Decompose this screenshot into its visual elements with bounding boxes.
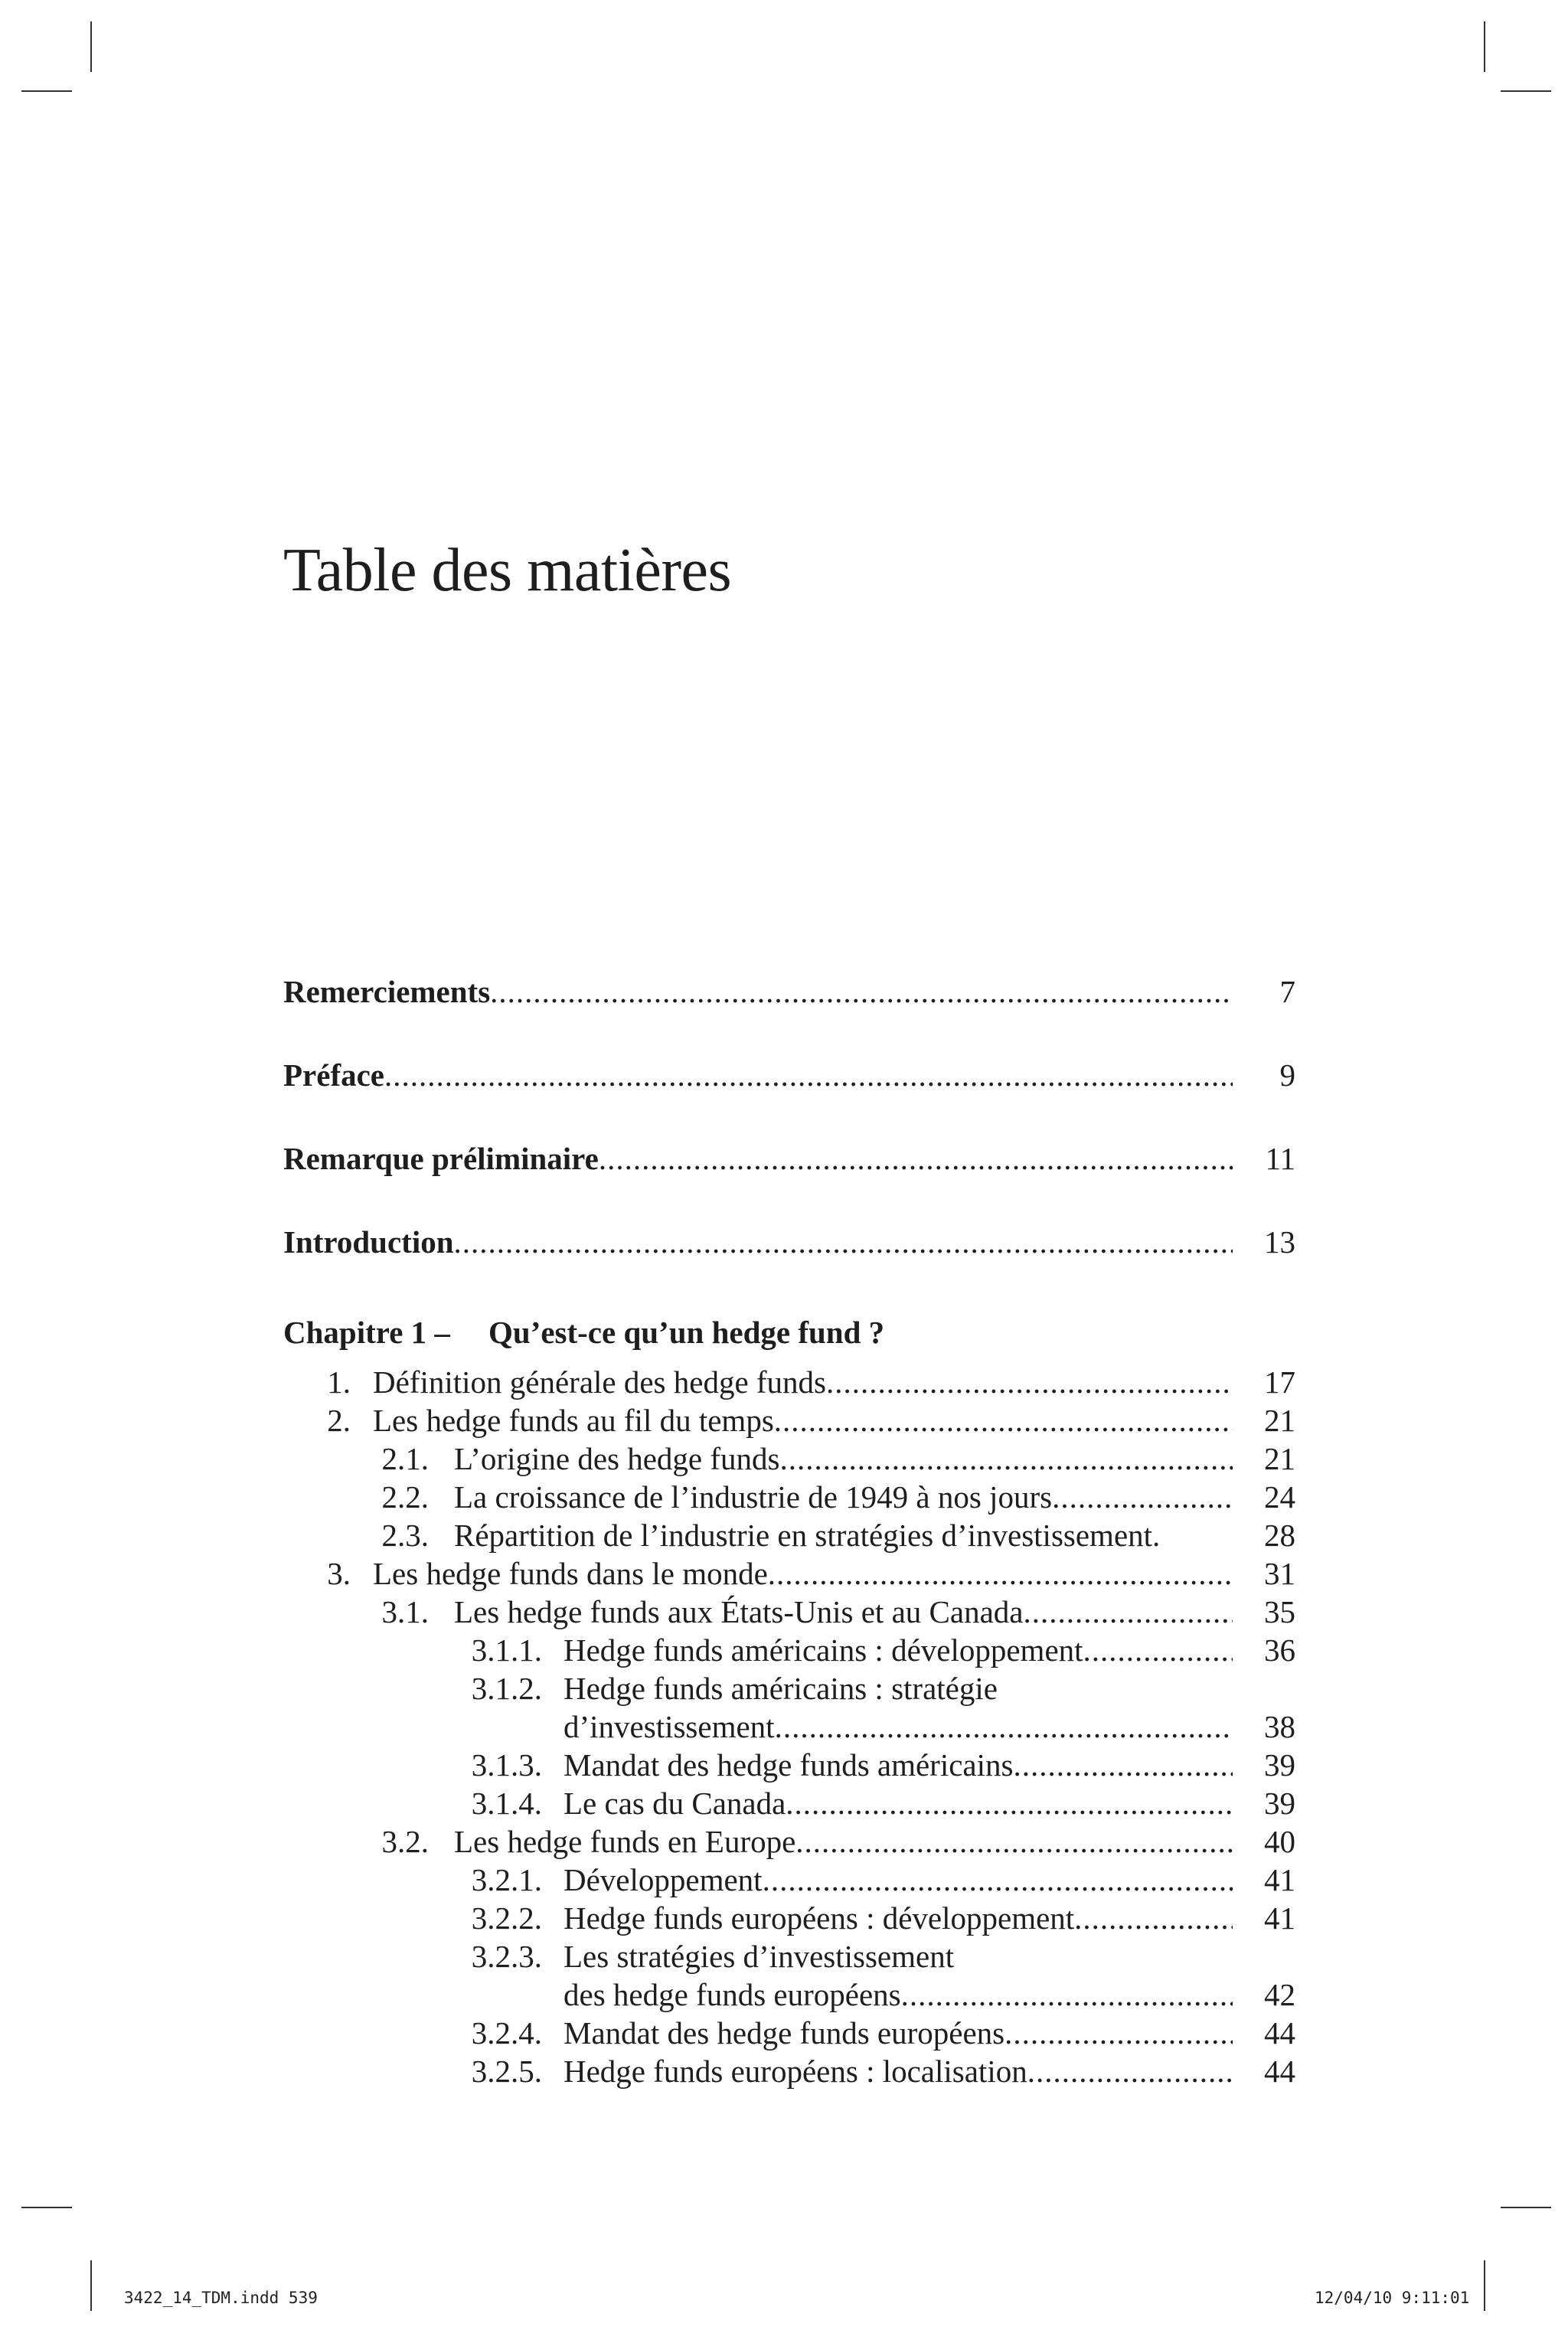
toc-entry[interactable] (283, 1516, 1295, 1554)
toc-entry[interactable] (283, 1363, 1295, 1401)
section-number: 3.1.4. (471, 1786, 542, 1821)
dot-leader (490, 972, 1233, 1011)
page-number: 36 (1264, 1632, 1295, 1668)
page-number: 38 (1264, 1709, 1295, 1744)
section-title: Les stratégies d’investissement (564, 1939, 955, 1974)
page-number: 21 (1264, 1441, 1295, 1476)
toc-entry[interactable] (283, 1746, 1295, 1784)
section-title: Les hedge funds au fil du temps (373, 1403, 774, 1438)
dot-leader (1074, 1899, 1233, 1937)
dot-leader (454, 1223, 1233, 1261)
toc-entry-label: Remarque préliminaire (283, 1141, 599, 1176)
toc-entry[interactable] (283, 1478, 1295, 1516)
dot-leader (786, 1784, 1233, 1822)
toc-entry-remarque-preliminaire[interactable] (283, 1139, 1295, 1178)
section-title: Mandat des hedge funds européens (564, 2015, 1005, 2051)
page-number: 41 (1264, 1862, 1295, 1897)
dot-leader (1027, 2052, 1233, 2090)
section-title: La croissance de l’industrie de 1949 à nos jours (454, 1479, 1053, 1515)
section-title: Répartition de l’industrie en stratégies d’investissement. (454, 1518, 1161, 1553)
page-number: 24 (1264, 1479, 1295, 1515)
section-number: 2.1. (381, 1441, 429, 1476)
dot-leader (763, 1861, 1233, 1899)
section-number: 3. (327, 1556, 351, 1591)
dot-leader (901, 1975, 1233, 2014)
toc-entry[interactable] (283, 1440, 1295, 1478)
page-number: 11 (1265, 1141, 1295, 1176)
section-title: Hedge funds américains : développement (564, 1632, 1083, 1668)
toc-entry-label: Introduction (283, 1224, 454, 1260)
toc-entry[interactable] (283, 1554, 1295, 1593)
toc-entry[interactable] (283, 1899, 1295, 1937)
dot-leader (779, 1440, 1233, 1478)
dot-leader (795, 1822, 1233, 1861)
toc-entry[interactable] (283, 1822, 1295, 1861)
dot-leader (768, 1554, 1233, 1593)
page-number: 35 (1264, 1594, 1295, 1629)
dot-leader (1052, 1478, 1233, 1516)
page-number: 44 (1264, 2054, 1295, 2089)
dot-leader (599, 1139, 1233, 1178)
section-number: 2.3. (381, 1518, 429, 1553)
crop-mark (1501, 90, 1551, 92)
section-title: Développement (564, 1862, 763, 1897)
toc-entry[interactable] (283, 1401, 1295, 1440)
section-title: Le cas du Canada (564, 1786, 786, 1821)
section-number: 3.2.4. (471, 2015, 542, 2051)
toc-entry[interactable] (283, 1937, 1295, 1975)
page-number: 41 (1264, 1900, 1295, 1936)
toc-entry-continuation[interactable] (283, 1707, 1295, 1746)
section-number: 2. (327, 1403, 351, 1438)
print-slug-timestamp: 12/04/10 9:11:01 (1315, 2289, 1470, 2307)
toc-entry[interactable] (283, 1784, 1295, 1822)
section-title: Hedge funds européens : localisation (564, 2054, 1027, 2089)
page-number: 28 (1264, 1518, 1295, 1553)
page-number: 39 (1264, 1786, 1295, 1821)
section-number: 3.2.5. (471, 2054, 542, 2089)
section-title: Les hedge funds dans le monde (373, 1556, 768, 1591)
page-number: 42 (1264, 1977, 1295, 2012)
crop-mark (21, 2207, 72, 2208)
page-number: 39 (1264, 1747, 1295, 1783)
section-number: 3.2.2. (471, 1900, 542, 1936)
dot-leader (775, 1707, 1233, 1746)
toc-entry-label: Préface (283, 1057, 384, 1093)
section-number: 2.2. (381, 1479, 429, 1515)
dot-leader (1023, 1593, 1233, 1631)
section-title: Les hedge funds aux États-Unis et au Canada (454, 1594, 1024, 1629)
dot-leader (1004, 2014, 1233, 2052)
page-title: Table des matières (283, 537, 732, 604)
chapter-number: Chapitre 1 – (283, 1315, 450, 1350)
section-number: 3.2.3. (471, 1939, 542, 1974)
section-title-continued: d’investissement (564, 1709, 775, 1744)
dot-leader (1083, 1631, 1233, 1669)
chapter-title: Qu’est-ce qu’un hedge fund ? (488, 1315, 885, 1350)
section-number: 3.1.3. (471, 1747, 542, 1783)
section-title: Hedge funds européens : développement (564, 1900, 1075, 1936)
page-number: 31 (1264, 1556, 1295, 1591)
crop-mark (21, 90, 72, 92)
toc-entry-label: Remerciements (283, 974, 491, 1009)
section-number: 3.1.1. (471, 1632, 542, 1668)
page-number: 44 (1264, 2015, 1295, 2051)
page-number: 9 (1279, 1057, 1295, 1093)
crop-mark (1484, 2260, 1485, 2311)
toc-entry[interactable] (283, 1669, 1295, 1707)
section-title: Hedge funds américains : stratégie (564, 1671, 998, 1706)
section-title: Les hedge funds en Europe (454, 1824, 796, 1859)
toc-entry[interactable] (283, 1861, 1295, 1899)
page-number: 7 (1279, 974, 1295, 1009)
page-number: 13 (1264, 1224, 1295, 1260)
crop-mark (90, 21, 92, 72)
print-slug-filename: 3422_14_TDM.indd 539 (124, 2289, 318, 2307)
crop-mark (1484, 21, 1485, 72)
section-number: 3.1. (381, 1594, 429, 1629)
crop-mark (1501, 2207, 1551, 2208)
toc-entry-remerciements[interactable] (283, 972, 1295, 1011)
section-number: 3.2.1. (471, 1862, 542, 1897)
toc-entry[interactable] (283, 1593, 1295, 1631)
toc-entry[interactable] (283, 2014, 1295, 2052)
page-number: 17 (1264, 1364, 1295, 1400)
dot-leader (774, 1401, 1233, 1440)
page-number: 40 (1264, 1824, 1295, 1859)
dot-leader (384, 1056, 1233, 1094)
dot-leader (826, 1363, 1233, 1401)
crop-mark (90, 2260, 92, 2311)
section-title: Définition générale des hedge funds (373, 1364, 827, 1400)
page-number: 21 (1264, 1403, 1295, 1438)
section-title: L’origine des hedge funds (454, 1441, 780, 1476)
section-number: 3.2. (381, 1824, 429, 1859)
toc-entry[interactable] (283, 2052, 1295, 2090)
section-title-continued: des hedge funds européens (564, 1977, 901, 2012)
section-number: 1. (327, 1364, 351, 1400)
toc-entry-continuation[interactable] (283, 1975, 1295, 2014)
dot-leader (1013, 1746, 1233, 1784)
toc-entry-preface[interactable] (283, 1056, 1295, 1094)
chapter-heading[interactable] (283, 1313, 884, 1351)
section-title: Mandat des hedge funds américains (564, 1747, 1014, 1783)
section-number: 3.1.2. (471, 1671, 542, 1706)
toc-entry[interactable] (283, 1631, 1295, 1669)
toc-entry-introduction[interactable] (283, 1223, 1295, 1261)
